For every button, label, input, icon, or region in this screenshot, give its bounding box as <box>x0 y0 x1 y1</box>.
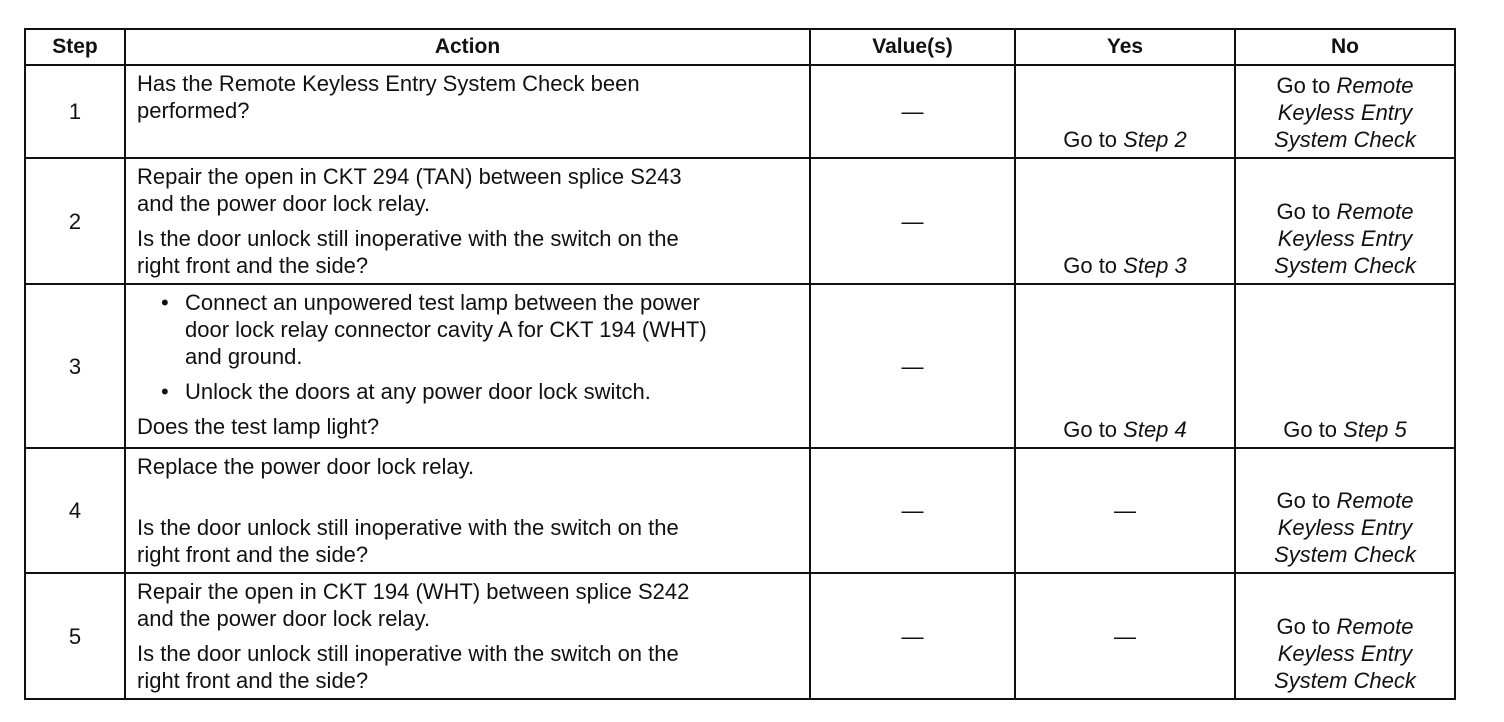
action-cell <box>125 448 810 573</box>
action-question: right front and the side? <box>137 253 369 278</box>
table-row <box>25 65 1455 158</box>
yes-cell <box>1015 158 1235 284</box>
table-row <box>25 284 1455 448</box>
reference-link-text: Remote <box>1336 199 1414 224</box>
reference-link-text: Keyless Entry <box>1277 515 1413 540</box>
action-question: right front and the side? <box>137 542 369 567</box>
reference-link-text: Remote <box>1336 488 1414 513</box>
reference-link-text: Remote <box>1336 614 1414 639</box>
action-text: performed? <box>137 98 250 123</box>
action-bullet: • Connect an unpowered test lamp between the power door lock relay connector cavity A for CKT 194 (WHT) and ground. <box>137 289 799 370</box>
action-text: Repair the open in CKT 194 (WHT) between splice S242 <box>137 579 690 604</box>
action-cell <box>125 573 810 699</box>
step-number: 4 <box>25 448 125 573</box>
action-question: Is the door unlock still inoperative with the switch on the <box>137 515 679 540</box>
header-row <box>25 29 1455 65</box>
goto-prefix: Go to <box>1283 417 1344 442</box>
goto-prefix: Go to <box>1063 253 1124 278</box>
no-cell <box>1235 158 1455 284</box>
action-question: Does the test lamp light? <box>137 414 380 439</box>
reference-link-text: Keyless Entry <box>1277 100 1413 125</box>
goto-prefix: Go to <box>1276 488 1337 513</box>
step-reference: Step 5 <box>1343 417 1407 442</box>
action-text: Repair the open in CKT 294 (TAN) between splice S243 <box>137 164 682 189</box>
step-number: 3 <box>25 284 125 448</box>
step-number: 5 <box>25 573 125 699</box>
no-cell <box>1235 284 1455 448</box>
step-number: 2 <box>25 158 125 284</box>
goto-prefix: Go to <box>1276 73 1337 98</box>
no-cell <box>1235 65 1455 158</box>
action-bullet: • Unlock the doors at any power door lock switch. <box>137 378 799 405</box>
diagnostic-table <box>24 28 1456 700</box>
action-text: Replace the power door lock relay. <box>137 454 475 479</box>
reference-link-text: System Check <box>1274 253 1416 278</box>
reference-link-text: Keyless Entry <box>1277 641 1413 666</box>
action-cell <box>125 65 810 158</box>
value-cell: — <box>810 284 1015 448</box>
value-cell: — <box>810 158 1015 284</box>
goto-prefix: Go to <box>1063 127 1124 152</box>
action-question: Is the door unlock still inoperative with the switch on the <box>137 641 679 666</box>
reference-link-text: System Check <box>1274 668 1416 693</box>
action-cell <box>125 284 810 448</box>
header-no: No <box>1235 29 1455 65</box>
goto-prefix: Go to <box>1276 614 1337 639</box>
yes-cell <box>1015 284 1235 448</box>
header-action: Action <box>125 29 810 65</box>
action-bullet-list <box>137 289 799 405</box>
header-values: Value(s) <box>810 29 1015 65</box>
step-reference: Step 2 <box>1123 127 1187 152</box>
goto-prefix: Go to <box>1276 199 1337 224</box>
reference-link-text: System Check <box>1274 542 1416 567</box>
action-text: Has the Remote Keyless Entry System Check been <box>137 71 640 96</box>
yes-cell: — <box>1015 573 1235 699</box>
value-cell: — <box>810 573 1015 699</box>
reference-link-text: Remote <box>1336 73 1414 98</box>
yes-cell <box>1015 65 1235 158</box>
step-reference: Step 4 <box>1123 417 1187 442</box>
action-question: right front and the side? <box>137 668 369 693</box>
value-cell: — <box>810 65 1015 158</box>
yes-cell: — <box>1015 448 1235 573</box>
reference-link-text: System Check <box>1274 127 1416 152</box>
action-text: and the power door lock relay. <box>137 191 431 216</box>
step-reference: Step 3 <box>1123 253 1187 278</box>
action-question: Is the door unlock still inoperative with the switch on the <box>137 226 679 251</box>
action-text: and the power door lock relay. <box>137 606 431 631</box>
table-row <box>25 448 1455 573</box>
header-step: Step <box>25 29 125 65</box>
reference-link-text: Keyless Entry <box>1277 226 1413 251</box>
header-yes: Yes <box>1015 29 1235 65</box>
table-row <box>25 158 1455 284</box>
goto-prefix: Go to <box>1063 417 1124 442</box>
no-cell <box>1235 448 1455 573</box>
step-number: 1 <box>25 65 125 158</box>
value-cell: — <box>810 448 1015 573</box>
table-row <box>25 573 1455 699</box>
no-cell <box>1235 573 1455 699</box>
action-cell <box>125 158 810 284</box>
